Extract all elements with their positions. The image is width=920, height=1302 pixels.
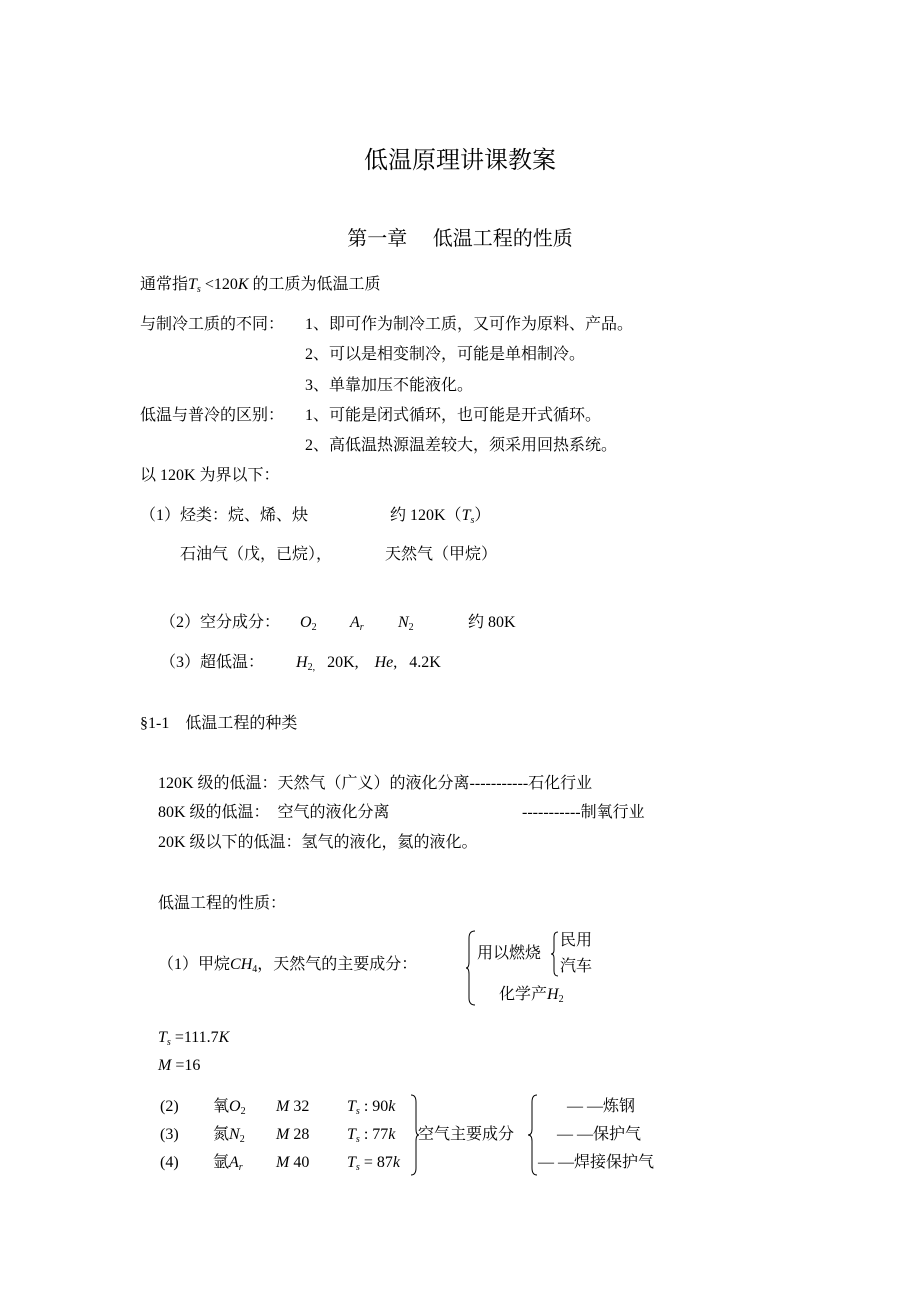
section-heading: §1-1 低温工程的种类	[140, 715, 298, 732]
left-brace-icon	[528, 1094, 538, 1176]
use-item: — —保护气	[557, 1126, 642, 1143]
kind-item: 80K 级的低温： 空气的液化分离	[158, 804, 390, 821]
kind-item-suffix: -----------制氧行业	[522, 804, 645, 821]
chapter-heading: 第一章 低温工程的性质	[347, 226, 573, 250]
left-brace-icon	[551, 931, 559, 977]
gas-boiling-point: $T_s$ : 77k	[347, 1126, 396, 1145]
natural-gas-line: 天然气（甲烷）	[385, 546, 498, 563]
hydrocarbon-line: （1）烃类：烷、烯、炔	[140, 507, 309, 524]
air-temp: 约 80K	[468, 614, 516, 631]
gas-name: 氩$A_r$	[213, 1154, 243, 1173]
gas-boiling-point: $T_s$ : 90k	[347, 1098, 396, 1117]
kind-item: 20K 级以下的低温：氢气的液化，氦的液化。	[158, 834, 478, 851]
left-brace-icon	[466, 930, 476, 1006]
diff-normal-item: 1、可能是闭式循环，也可能是开式循环。	[305, 407, 602, 424]
air-line: （2）空分成分：	[160, 614, 281, 631]
diff-refrig-item: 1、即可作为制冷工质，又可作为原料、产品。	[305, 316, 634, 333]
gas-name: 氧$O_2$	[213, 1098, 246, 1117]
gas-name: 氮$N_2$	[213, 1126, 245, 1145]
air-main-label: 空气主要成分	[418, 1126, 515, 1143]
lpg-line: 石油气（戊，已烷），	[180, 546, 333, 563]
gas-molar-mass: M 28	[276, 1126, 310, 1143]
ultra-values: $H_{2,}$ 20K, He, 4.2K	[296, 654, 441, 673]
diff-refrig-label: 与制冷工质的不同：	[140, 316, 285, 333]
ts-line: $T_s =111.7K$	[158, 1029, 230, 1048]
use-item: — —炼钢	[567, 1098, 636, 1115]
diff-refrig-item: 2、可以是相变制冷，可能是单相制冷。	[305, 346, 586, 363]
gas-molar-mass: M 32	[276, 1098, 310, 1115]
gas-boiling-point: $T_s = 87k$	[347, 1154, 400, 1173]
nitrogen-symbol: $N_2$	[398, 614, 414, 633]
boundary-line: 以 120K 为界以下：	[140, 467, 280, 484]
diff-normal-item: 2、高低温热源温差较大，须采用回热系统。	[305, 437, 618, 454]
diff-normal-label: 低温与普冷的区别：	[140, 407, 285, 424]
argon-symbol: $A_r$	[350, 614, 364, 633]
intro-line: 通常指$T_s <120K$ 的工质为低温工质	[140, 276, 381, 295]
gas-number: (4)	[160, 1154, 179, 1171]
ultra-line: （3）超低温：	[160, 654, 265, 671]
methane-line: （1）甲烷$CH_4$，天然气的主要成分：	[158, 956, 418, 975]
gas-number: (3)	[160, 1126, 179, 1143]
m-line: M =16	[158, 1057, 201, 1074]
burn-label: 用以燃烧	[477, 945, 542, 962]
props-heading: 低温工程的性质：	[158, 895, 287, 912]
car-label: 汽车	[560, 958, 593, 975]
kind-item: 120K 级的低温：天然气（广义）的液化分离-----------石化行业	[158, 775, 593, 792]
hydrocarbon-temp: 约 $120K(T_s)$	[390, 507, 491, 526]
gas-number: (2)	[160, 1098, 179, 1115]
civil-label: 民用	[560, 932, 593, 949]
gas-molar-mass: M 40	[276, 1154, 310, 1171]
document-title: 低温原理讲课教案	[364, 146, 556, 174]
chem-label: 化学产$H_2$	[499, 986, 564, 1005]
use-item: — —焊接保护气	[538, 1154, 655, 1171]
oxygen-symbol: $O_2$	[300, 614, 317, 633]
diff-refrig-item: 3、单靠加压不能液化。	[305, 377, 474, 394]
